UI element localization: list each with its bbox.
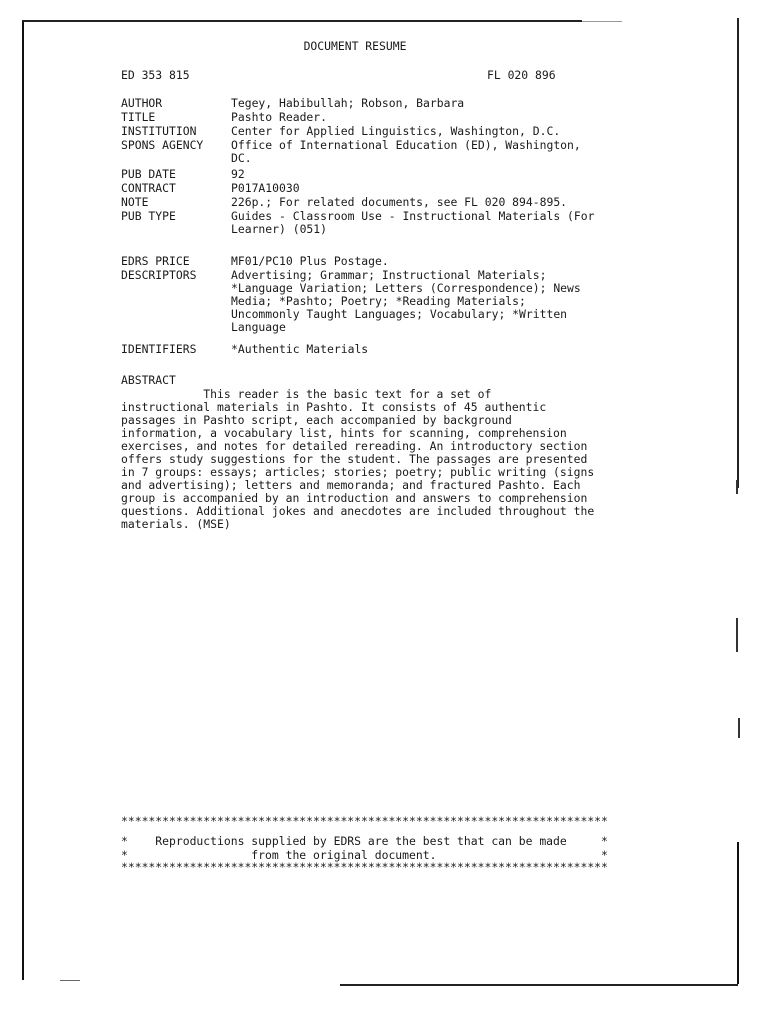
field-pub-date [121,168,711,181]
field-label: DESCRIPTORS [121,268,197,282]
scan-mark [736,618,738,652]
scan-bottom-rule [340,984,738,986]
field-spons-agency [121,139,711,165]
field-label: TITLE [121,110,156,124]
field-value: Advertising; Grammar; Instructional Materials; *Language Variation; Letters (Correspondence); News Media; *Pashto; Poetry; *Reading Materials; Uncommonly Taught Languages; Vocabulary; *Written Language [231,268,581,334]
field-label: PUB TYPE [121,209,176,223]
field-value: 92 [231,167,245,181]
field-value: *Authentic Materials [231,342,369,356]
field-pub-type [121,210,711,236]
field-label: PUB DATE [121,167,176,181]
field-label: IDENTIFIERS [121,342,197,356]
field-title [121,111,711,124]
field-note [121,196,711,209]
scan-mark [736,480,738,494]
field-value: 226p.; For related documents, see FL 020 894-895. [231,195,568,209]
field-value: P017A10030 [231,181,300,195]
field-label: CONTRACT [121,181,176,195]
field-author [121,97,711,110]
field-value: Center for Applied Linguistics, Washington, D.C. [231,124,561,138]
field-identifiers [121,343,711,356]
field-value: Tegey, Habibullah; Robson, Barbara [231,96,465,110]
field-label: EDRS PRICE [121,254,190,268]
field-edrs-price [121,255,711,268]
scan-top-rule [22,20,582,22]
scan-right-edge-lower [737,842,739,984]
scan-bottom-mark [60,980,80,981]
scan-left-edge [22,22,24,980]
field-value: Office of International Education (ED), Washington, DC. [231,138,581,165]
field-value: Pashto Reader. [231,110,328,124]
scan-mark [738,718,740,738]
ed-number: ED 353 815 [121,68,190,82]
asterisk-border-top: *********************************************************************** [121,815,608,828]
field-label: NOTE [121,195,149,209]
reproduction-note-line-2: * from the original document. * [121,848,608,862]
field-label: INSTITUTION [121,124,197,138]
document-title: DOCUMENT RESUME [303,39,407,53]
field-contract [121,182,711,195]
asterisk-border-bottom: *********************************************************************** [121,861,608,874]
field-descriptors [121,269,711,334]
field-label: AUTHOR [121,96,163,110]
scan-top-rule-faint [582,21,622,22]
abstract-text: This reader is the basic text for a set of instructional materials in Pashto. It consists of 45 authentic passages in Pashto script, each accompanied by background information, a vocabulary list, hints for scanning, comprehension exercises, and notes for detailed rereading. An introductory section offers study suggestions for the student. The passages are presented in 7 groups: essays; articles; stories; poetry; public writing (signs and advertising); letters and memoranda; and fractured Pashto. Each group is accompanied by an introduction and answers to comprehension questions. Additional jokes and anecdotes are included throughout the materials. (MSE) [121,387,595,531]
field-value: Guides - Classroom Use - Instructional Materials (For Learner) (051) [231,209,595,236]
fl-number: FL 020 896 [487,68,556,82]
field-institution [121,125,711,138]
abstract-label: ABSTRACT [121,373,176,387]
field-value: MF01/PC10 Plus Postage. [231,254,389,268]
reproduction-note-line-1: * Reproductions supplied by EDRS are the best that can be made * [121,834,608,848]
field-label: SPONS AGENCY [121,138,204,152]
scan-right-edge [737,18,739,488]
